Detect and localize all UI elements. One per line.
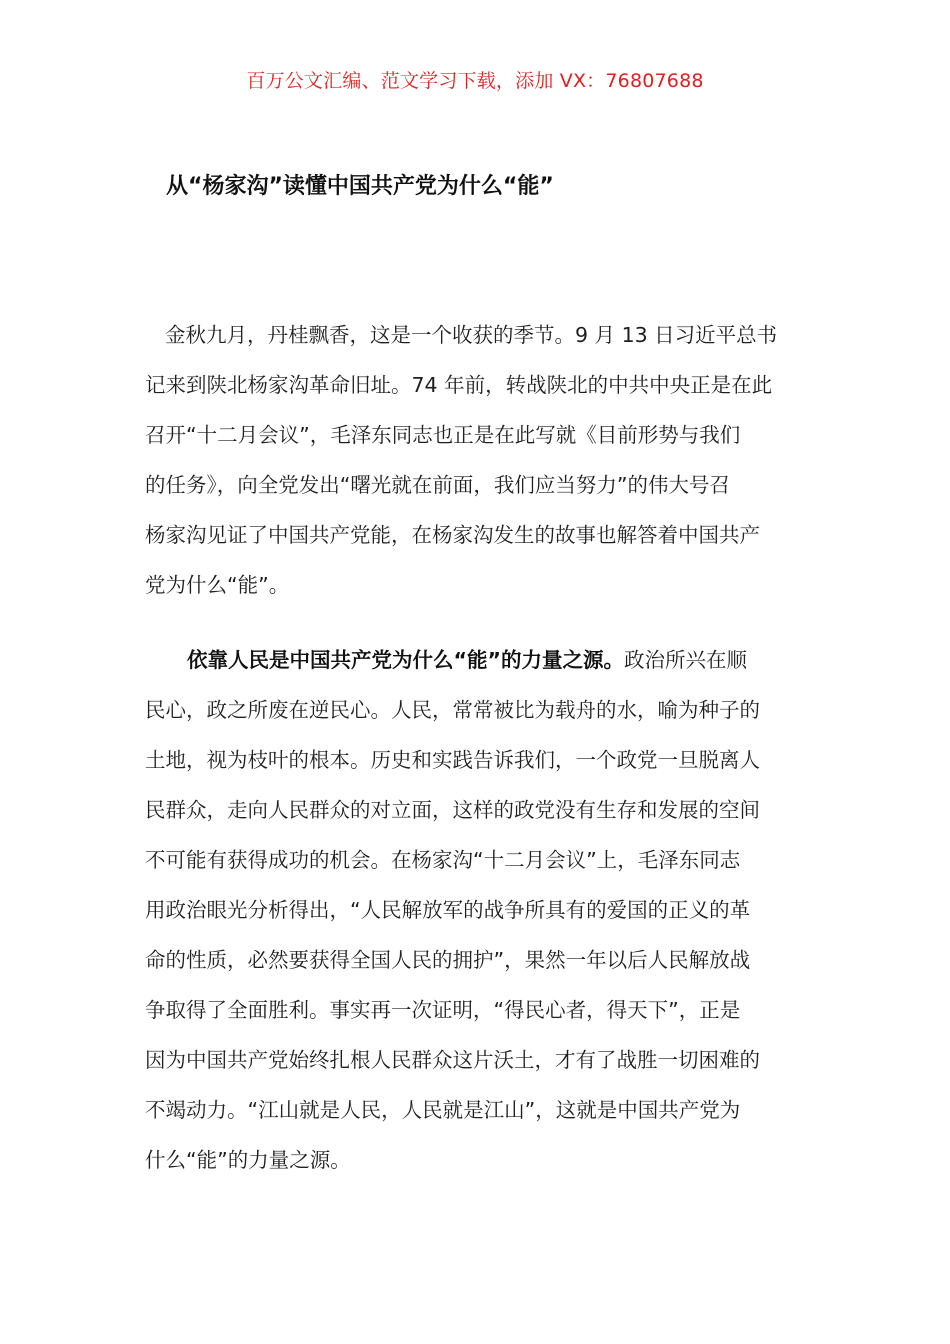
paragraph-line: 金秋九月，丹桂飘香，这是一个收获的季节。9 月 13 日习近平总书	[165, 323, 778, 347]
paragraph-line: 命的性质，必然要获得全国人民的拥护”，果然一年以后人民解放战	[145, 948, 751, 972]
paragraph-line: 召开“十二月会议”，毛泽东同志也正是在此写就《目前形势与我们	[145, 423, 741, 447]
paragraph-line: 土地，视为枝叶的根本。历史和实践告诉我们，一个政党一旦脱离人	[145, 748, 760, 772]
paragraph-line: 争取得了全面胜利。事实再一次证明，“得民心者，得天下”，正是	[145, 998, 741, 1022]
paragraph-line: 记来到陕北杨家沟革命旧址。74 年前，转战陕北的中共中央正是在此	[145, 373, 773, 397]
paragraph-first-line	[145, 635, 810, 685]
paragraph-line: 什么“能”的力量之源。	[145, 1148, 351, 1172]
paragraph-line: 用政治眼光分析得出，“人民解放军的战争所具有的爱国的正义的革	[145, 898, 751, 922]
paragraph-line: 民心，政之所废在逆民心。人民，常常被比为载舟的水，喻为种子的	[145, 698, 760, 722]
paragraph-first-line-rest: 政治所兴在顺	[623, 648, 747, 672]
paragraph-2	[145, 635, 810, 1185]
paragraph-line: 的任务》，向全党发出“曙光就在前面，我们应当努力”的伟大号召	[145, 473, 730, 497]
paragraph-line: 党为什么“能”。	[145, 573, 290, 597]
paragraph-line: 民群众，走向人民群众的对立面，这样的政党没有生存和发展的空间	[145, 798, 760, 822]
paragraph-1	[145, 310, 810, 610]
paragraph-line: 因为中国共产党始终扎根人民群众这片沃土，才有了战胜一切困难的	[145, 1048, 760, 1072]
paragraph-line: 不可能有获得成功的机会。在杨家沟“十二月会议”上，毛泽东同志	[145, 848, 741, 872]
paragraph-line: 不竭动力。“江山就是人民，人民就是江山”，这就是中国共产党为	[145, 1098, 741, 1122]
document-title: 从“杨家沟”读懂中国共产党为什么“能”	[166, 174, 554, 199]
paragraph-lead-sentence: 依靠人民是中国共产党为什么“能”的力量之源。	[187, 648, 624, 672]
header-banner: 百万公文汇编、范文学习下载，添加 VX：76807688	[246, 70, 704, 92]
paragraph-line: 杨家沟见证了中国共产党能，在杨家沟发生的故事也解答着中国共产	[145, 523, 760, 547]
